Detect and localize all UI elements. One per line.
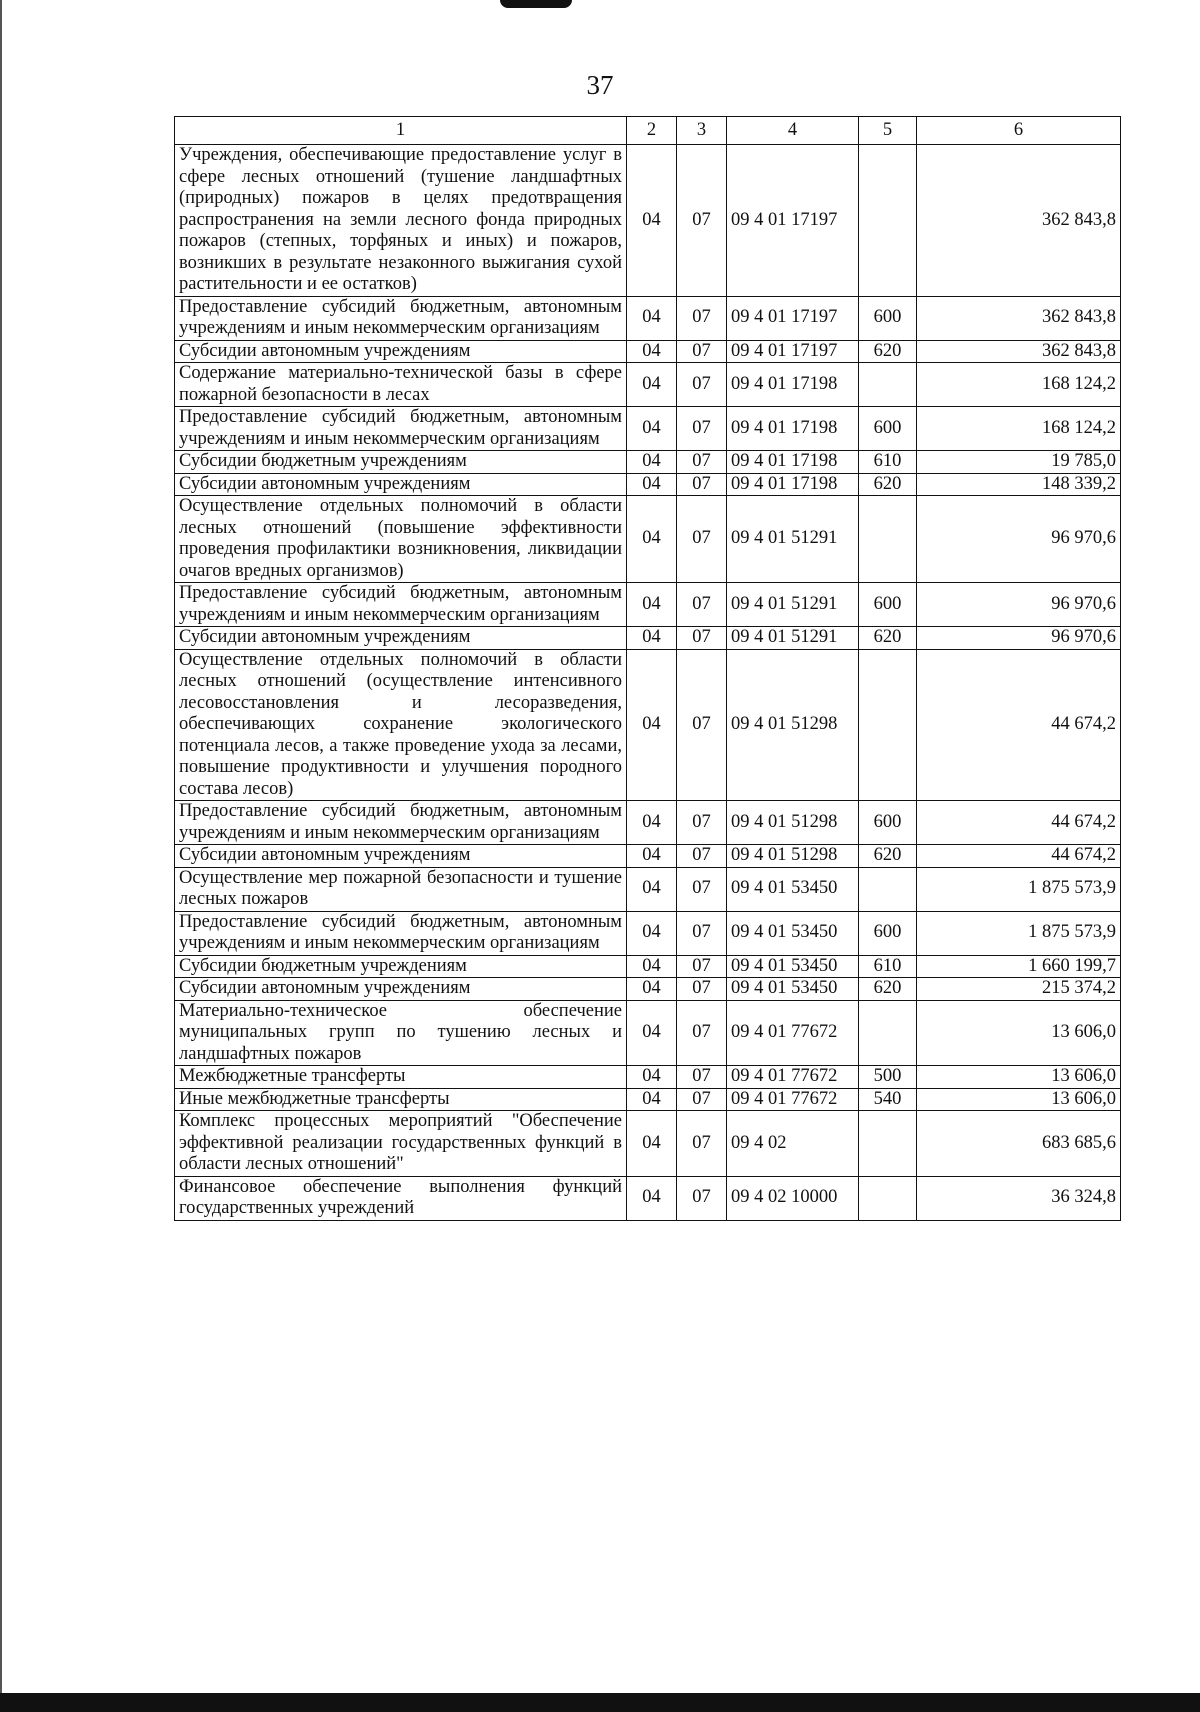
row-expense-type-cell: 620 <box>859 845 917 868</box>
scan-left-edge <box>0 0 2 1712</box>
row-section-cell: 04 <box>627 911 677 955</box>
row-subsection-cell: 07 <box>677 496 727 583</box>
row-target-code-cell: 09 4 01 77672 <box>727 1066 859 1089</box>
row-section-cell: 04 <box>627 340 677 363</box>
row-name-cell: Предоставление субсидий бюджетным, автономным учреждениям и иным некоммерческим организациям <box>175 583 627 627</box>
row-name-cell: Субсидии автономным учреждениям <box>175 845 627 868</box>
row-amount-cell: 44 674,2 <box>917 845 1121 868</box>
row-target-code-cell: 09 4 01 77672 <box>727 1000 859 1066</box>
row-amount-cell: 96 970,6 <box>917 583 1121 627</box>
row-section-cell: 04 <box>627 649 677 801</box>
row-section-cell: 04 <box>627 451 677 474</box>
table-row <box>175 627 1121 650</box>
row-name-cell: Субсидии бюджетным учреждениям <box>175 451 627 474</box>
row-amount-cell: 1 875 573,9 <box>917 867 1121 911</box>
row-expense-type-cell <box>859 1176 917 1220</box>
row-section-cell: 04 <box>627 1111 677 1177</box>
row-target-code-cell: 09 4 01 17197 <box>727 340 859 363</box>
row-amount-cell: 44 674,2 <box>917 649 1121 801</box>
row-subsection-cell: 07 <box>677 1176 727 1220</box>
row-expense-type-cell <box>859 145 917 297</box>
table-row <box>175 801 1121 845</box>
row-section-cell: 04 <box>627 978 677 1001</box>
row-amount-cell: 13 606,0 <box>917 1000 1121 1066</box>
row-name-cell: Субсидии автономным учреждениям <box>175 473 627 496</box>
row-section-cell: 04 <box>627 363 677 407</box>
row-expense-type-cell: 610 <box>859 451 917 474</box>
row-section-cell: 04 <box>627 801 677 845</box>
row-target-code-cell: 09 4 01 17198 <box>727 407 859 451</box>
table-row <box>175 955 1121 978</box>
row-expense-type-cell <box>859 363 917 407</box>
row-target-code-cell: 09 4 01 53450 <box>727 867 859 911</box>
table-row <box>175 407 1121 451</box>
row-section-cell: 04 <box>627 1066 677 1089</box>
row-expense-type-cell: 610 <box>859 955 917 978</box>
row-name-cell: Осуществление отдельных полномочий в области лесных отношений (осуществление интенсивного лесовосстановления и лесоразведения, обеспечивающих сохранение экологического потенциала лесов, а также проведение ухода за лесами, повышение продуктивности и улучшения породного состава лесов) <box>175 649 627 801</box>
header-cell-subsection: 3 <box>677 117 727 145</box>
row-section-cell: 04 <box>627 407 677 451</box>
row-name-cell: Материально-техническое обеспечение муниципальных групп по тушению лесных и ландшафтных пожаров <box>175 1000 627 1066</box>
row-section-cell: 04 <box>627 496 677 583</box>
row-name-cell: Содержание материально-технической базы в сфере пожарной безопасности в лесах <box>175 363 627 407</box>
row-target-code-cell: 09 4 01 51291 <box>727 627 859 650</box>
row-name-cell: Субсидии автономным учреждениям <box>175 978 627 1001</box>
row-section-cell: 04 <box>627 955 677 978</box>
row-section-cell: 04 <box>627 473 677 496</box>
row-subsection-cell: 07 <box>677 955 727 978</box>
row-section-cell: 04 <box>627 627 677 650</box>
row-subsection-cell: 07 <box>677 583 727 627</box>
table-row <box>175 1176 1121 1220</box>
row-target-code-cell: 09 4 01 53450 <box>727 911 859 955</box>
table-row <box>175 1000 1121 1066</box>
row-target-code-cell: 09 4 02 <box>727 1111 859 1177</box>
row-target-code-cell: 09 4 01 17198 <box>727 451 859 474</box>
row-target-code-cell: 09 4 01 51298 <box>727 801 859 845</box>
table-row <box>175 1088 1121 1111</box>
header-cell-target-code: 4 <box>727 117 859 145</box>
header-cell-amount: 6 <box>917 117 1121 145</box>
row-expense-type-cell: 540 <box>859 1088 917 1111</box>
row-subsection-cell: 07 <box>677 1066 727 1089</box>
row-amount-cell: 215 374,2 <box>917 978 1121 1001</box>
row-expense-type-cell: 620 <box>859 627 917 650</box>
row-name-cell: Осуществление мер пожарной безопасности и тушение лесных пожаров <box>175 867 627 911</box>
row-amount-cell: 13 606,0 <box>917 1088 1121 1111</box>
row-name-cell: Осуществление отдельных полномочий в области лесных отношений (повышение эффективности проведения профилактики возникновения, ликвидации очагов вредных организмов) <box>175 496 627 583</box>
header-cell-section: 2 <box>627 117 677 145</box>
row-amount-cell: 362 843,8 <box>917 145 1121 297</box>
row-section-cell: 04 <box>627 296 677 340</box>
table-row <box>175 496 1121 583</box>
row-expense-type-cell: 600 <box>859 296 917 340</box>
table-row <box>175 978 1121 1001</box>
row-subsection-cell: 07 <box>677 473 727 496</box>
table-row <box>175 473 1121 496</box>
row-subsection-cell: 07 <box>677 867 727 911</box>
row-name-cell: Комплекс процессных мероприятий "Обеспечение эффективной реализации государственных функций в области лесных отношений" <box>175 1111 627 1177</box>
table-row <box>175 583 1121 627</box>
row-section-cell: 04 <box>627 1088 677 1111</box>
row-target-code-cell: 09 4 01 17198 <box>727 473 859 496</box>
row-section-cell: 04 <box>627 867 677 911</box>
row-subsection-cell: 07 <box>677 1088 727 1111</box>
row-expense-type-cell: 620 <box>859 978 917 1001</box>
table-row <box>175 363 1121 407</box>
row-section-cell: 04 <box>627 1176 677 1220</box>
row-target-code-cell: 09 4 01 17197 <box>727 296 859 340</box>
row-section-cell: 04 <box>627 845 677 868</box>
row-expense-type-cell <box>859 867 917 911</box>
row-expense-type-cell: 600 <box>859 583 917 627</box>
row-target-code-cell: 09 4 01 53450 <box>727 955 859 978</box>
table-body <box>175 145 1121 1221</box>
row-name-cell: Учреждения, обеспечивающие предоставление услуг в сфере лесных отношений (тушение ландшафтных (природных) пожаров в целях предотвращения распространения на земли лесного фонда природных пожаров (степных, торфяных и иных) и пожаров, возникших в результате незаконного выжигания сухой растительности и ее остатков) <box>175 145 627 297</box>
row-name-cell: Субсидии автономным учреждениям <box>175 340 627 363</box>
row-subsection-cell: 07 <box>677 627 727 650</box>
row-subsection-cell: 07 <box>677 1000 727 1066</box>
row-subsection-cell: 07 <box>677 845 727 868</box>
row-subsection-cell: 07 <box>677 296 727 340</box>
row-expense-type-cell: 600 <box>859 407 917 451</box>
row-target-code-cell: 09 4 01 17198 <box>727 363 859 407</box>
row-amount-cell: 1 875 573,9 <box>917 911 1121 955</box>
row-amount-cell: 44 674,2 <box>917 801 1121 845</box>
row-expense-type-cell: 600 <box>859 801 917 845</box>
budget-table <box>174 116 1121 1221</box>
row-subsection-cell: 07 <box>677 978 727 1001</box>
row-subsection-cell: 07 <box>677 407 727 451</box>
row-target-code-cell: 09 4 02 10000 <box>727 1176 859 1220</box>
row-amount-cell: 96 970,6 <box>917 627 1121 650</box>
row-target-code-cell: 09 4 01 53450 <box>727 978 859 1001</box>
table-row <box>175 451 1121 474</box>
table-row <box>175 911 1121 955</box>
row-section-cell: 04 <box>627 145 677 297</box>
table-row <box>175 340 1121 363</box>
scan-artifact <box>500 0 572 8</box>
row-name-cell: Иные межбюджетные трансферты <box>175 1088 627 1111</box>
row-amount-cell: 362 843,8 <box>917 340 1121 363</box>
row-expense-type-cell <box>859 1000 917 1066</box>
row-name-cell: Финансовое обеспечение выполнения функций государственных учреждений <box>175 1176 627 1220</box>
row-subsection-cell: 07 <box>677 1111 727 1177</box>
row-section-cell: 04 <box>627 1000 677 1066</box>
row-subsection-cell: 07 <box>677 911 727 955</box>
row-expense-type-cell: 600 <box>859 911 917 955</box>
row-expense-type-cell <box>859 496 917 583</box>
row-subsection-cell: 07 <box>677 145 727 297</box>
row-subsection-cell: 07 <box>677 801 727 845</box>
row-amount-cell: 96 970,6 <box>917 496 1121 583</box>
page-number: 37 <box>586 70 614 100</box>
row-expense-type-cell <box>859 649 917 801</box>
table-row <box>175 1111 1121 1177</box>
header-cell-expense-type: 5 <box>859 117 917 145</box>
row-target-code-cell: 09 4 01 51291 <box>727 496 859 583</box>
table-row <box>175 296 1121 340</box>
row-subsection-cell: 07 <box>677 649 727 801</box>
row-target-code-cell: 09 4 01 77672 <box>727 1088 859 1111</box>
table-row <box>175 845 1121 868</box>
row-target-code-cell: 09 4 01 51291 <box>727 583 859 627</box>
row-name-cell: Субсидии бюджетным учреждениям <box>175 955 627 978</box>
row-name-cell: Предоставление субсидий бюджетным, автономным учреждениям и иным некоммерческим организациям <box>175 801 627 845</box>
row-expense-type-cell: 500 <box>859 1066 917 1089</box>
row-amount-cell: 362 843,8 <box>917 296 1121 340</box>
row-name-cell: Межбюджетные трансферты <box>175 1066 627 1089</box>
row-amount-cell: 168 124,2 <box>917 363 1121 407</box>
row-amount-cell: 683 685,6 <box>917 1111 1121 1177</box>
table-row <box>175 1066 1121 1089</box>
row-section-cell: 04 <box>627 583 677 627</box>
row-expense-type-cell: 620 <box>859 340 917 363</box>
row-amount-cell: 36 324,8 <box>917 1176 1121 1220</box>
row-expense-type-cell: 620 <box>859 473 917 496</box>
row-name-cell: Предоставление субсидий бюджетным, автономным учреждениям и иным некоммерческим организациям <box>175 407 627 451</box>
scan-bottom-edge <box>0 1693 1200 1712</box>
header-cell-name: 1 <box>175 117 627 145</box>
row-subsection-cell: 07 <box>677 340 727 363</box>
row-amount-cell: 168 124,2 <box>917 407 1121 451</box>
row-target-code-cell: 09 4 01 51298 <box>727 845 859 868</box>
row-name-cell: Предоставление субсидий бюджетным, автономным учреждениям и иным некоммерческим организациям <box>175 296 627 340</box>
row-amount-cell: 19 785,0 <box>917 451 1121 474</box>
row-subsection-cell: 07 <box>677 363 727 407</box>
row-amount-cell: 13 606,0 <box>917 1066 1121 1089</box>
header-row <box>175 117 1121 145</box>
row-subsection-cell: 07 <box>677 451 727 474</box>
row-amount-cell: 148 339,2 <box>917 473 1121 496</box>
table-row <box>175 649 1121 801</box>
row-target-code-cell: 09 4 01 51298 <box>727 649 859 801</box>
table-row <box>175 145 1121 297</box>
row-name-cell: Предоставление субсидий бюджетным, автономным учреждениям и иным некоммерческим организациям <box>175 911 627 955</box>
table-row <box>175 867 1121 911</box>
row-expense-type-cell <box>859 1111 917 1177</box>
row-target-code-cell: 09 4 01 17197 <box>727 145 859 297</box>
row-amount-cell: 1 660 199,7 <box>917 955 1121 978</box>
row-name-cell: Субсидии автономным учреждениям <box>175 627 627 650</box>
